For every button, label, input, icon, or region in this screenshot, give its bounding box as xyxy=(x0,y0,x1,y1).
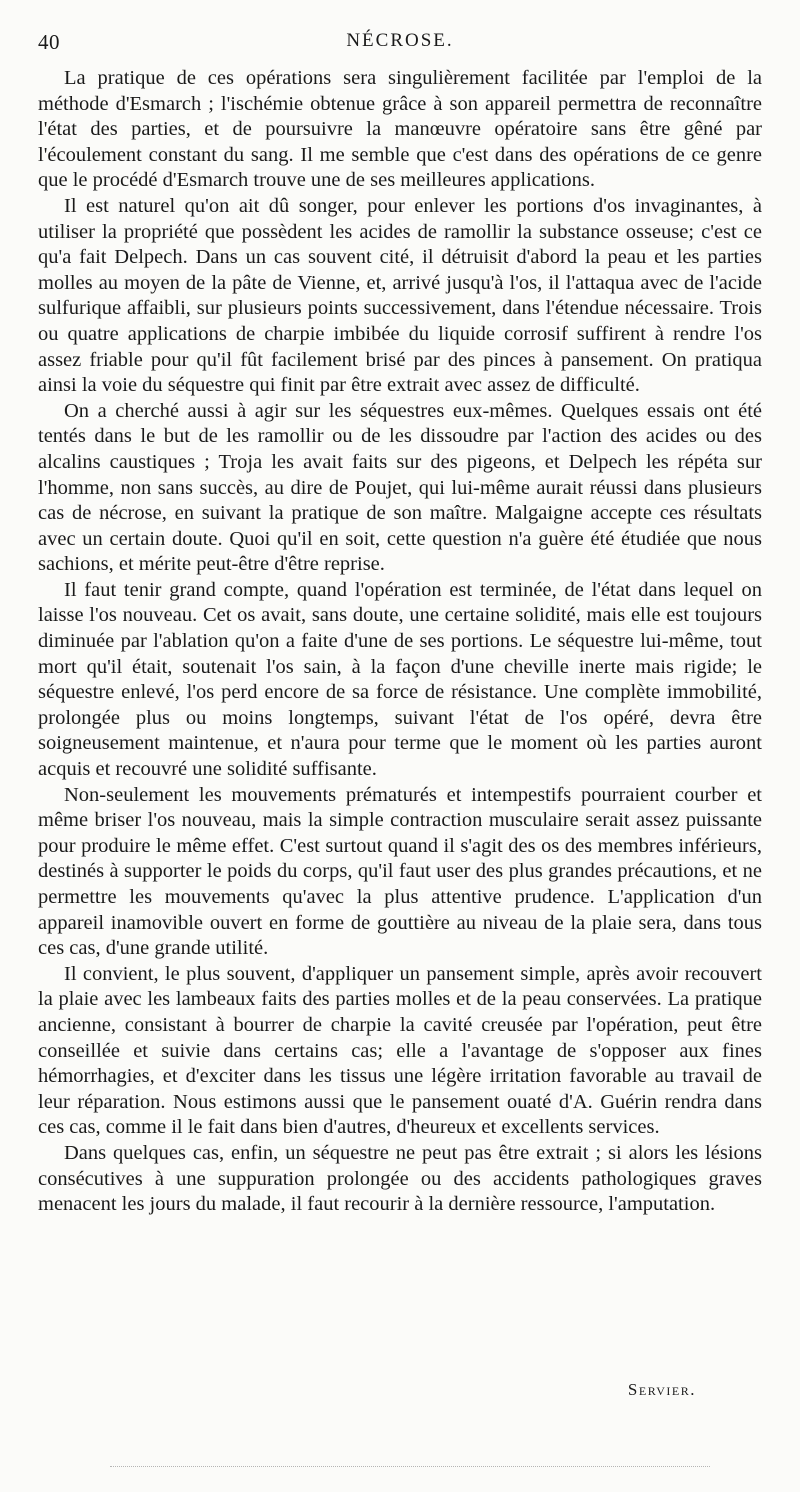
page-header xyxy=(38,30,762,60)
paragraph-2: Il est naturel qu'on ait dû songer, pour enlever les portions d'os invaginantes, à utiliser la propriété que possèdent les acides de ramollir la substance osseuse; c'est ce qu'a fait Delpech. Dans un cas souvent cité, il détruisit d'abord la peau et les parties molles au moyen de la pâte de Vienne, et, arrivé jusqu'à l'os, il l'attaqua avec de l'acide sulfurique affaibli, sur plusieurs points successivement, dans l'étendue nécessaire. Trois ou quatre applications de charpie imbibée du liquide corrosif suffirent à rendre l'os assez friable pour qu'il fût facilement brisé par des pinces à pansement. On pratiqua ainsi la voie du séquestre qui finit par être extrait avec assez de difficulté. xyxy=(38,194,762,397)
author-signature: Servier. xyxy=(627,1380,696,1399)
body-text xyxy=(38,66,762,1218)
footer-dotted-rule xyxy=(110,1466,710,1467)
paragraph-3: On a cherché aussi à agir sur les séquestres eux-mêmes. Quelques essais ont été tentés dans le but de les ramollir ou de les dissoudre par l'action des acides ou des alcalins caustiques ; Troja les avait faits sur des pigeons, et Delpech les répéta sur l'homme, non sans succès, au dire de Poujet, qui lui-même aurait réussi dans plusieurs cas de nécrose, en suivant la pratique de son maître. Malgaigne accepte ces résultats avec un certain doute. Quoi qu'il en soit, cette question n'a guère été étudiée que nous sachions, et mérite peut-être d'être reprise. xyxy=(38,399,762,576)
paragraph-7: Dans quelques cas, enfin, un séquestre ne peut pas être extrait ; si alors les lésions consécutives à une suppuration prolongée ou des accidents pathologiques graves menacent les jours du malade, il faut recourir à la dernière ressource, l'amputation. xyxy=(38,1141,762,1216)
paragraph-4: Il faut tenir grand compte, quand l'opération est terminée, de l'état dans lequel on laisse l'os nouveau. Cet os avait, sans doute, une certaine solidité, mais elle est toujours diminuée par l'ablation qu'on a faite d'une de ses portions. Le séquestre lui-même, tout mort qu'il était, soutenait l'os sain, à la façon d'une cheville inerte mais rigide; le séquestre enlevé, l'os perd encore de sa force de résistance. Une complète immobilité, prolongée plus ou moins longtemps, suivant l'état de l'os opéré, devra être soigneusement maintenue, et n'aura pour terme que le moment où les parties auront acquis et recouvré une solidité suffisante. xyxy=(38,578,762,781)
paragraph-6: Il convient, le plus souvent, d'appliquer un pansement simple, après avoir recouvert la plaie avec les lambeaux faits des parties molles et de la peau conservées. La pratique ancienne, consistant à bourrer de charpie la cavité creusée par l'opération, peut être conseillée et suivie dans certains cas; elle a l'avantage de s'opposer aux fines hémorrhagies, et d'exciter dans les tissus une légère irritation favorable au travail de leur réparation. Nous estimons aussi que le pansement ouaté d'A. Guérin rendra dans ces cas, comme il le fait dans bien d'autres, d'heureux et excellents services. xyxy=(38,962,762,1139)
paragraph-5: Non-seulement les mouvements prématurés et intempestifs pourraient courber et même briser l'os nouveau, mais la simple contraction musculaire serait assez puissante pour produire le même effet. C'est surtout quand il s'agit des os des membres inférieurs, destinés à supporter le poids du corps, qu'il faut user des plus grandes précautions, et ne permettre les mouvements qu'avec la plus attentive prudence. L'application d'un appareil inamovible ouvert en forme de gouttière au niveau de la plaie sera, dans tous ces cas, d'une grande utilité. xyxy=(38,783,762,960)
running-title: NÉCROSE. xyxy=(346,30,454,51)
paragraph-1: La pratique de ces opérations sera singulièrement facilitée par l'emploi de la méthode d'Esmarch ; l'ischémie obtenue grâce à son appareil permettra de reconnaître l'état des parties, et de poursuivre la manœuvre opératoire sans être gêné par l'écoulement constant du sang. Il me semble que c'est dans des opérations de ce genre que le procédé d'Esmarch trouve une de ses meilleures applications. xyxy=(38,67,762,192)
page-number: 40 xyxy=(38,30,60,54)
